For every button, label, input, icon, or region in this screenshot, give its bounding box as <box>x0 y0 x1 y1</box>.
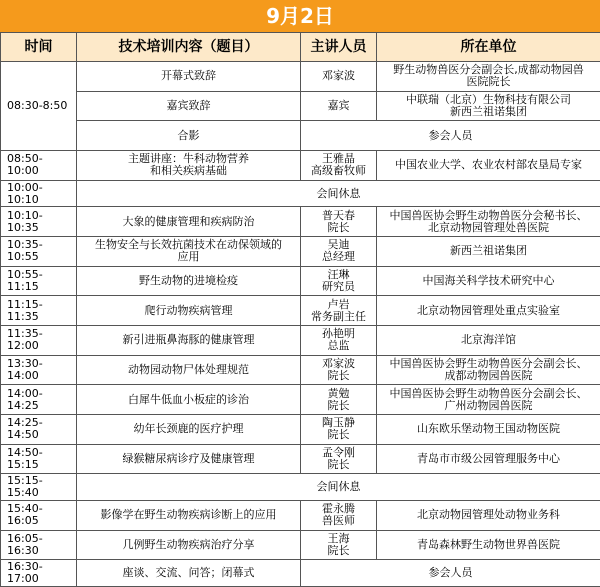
header-topic: 技术培训内容（题目） <box>77 33 301 62</box>
header-time: 时间 <box>1 33 77 62</box>
time-cell: 10:35-10:55 <box>1 236 77 266</box>
topic-cell <box>77 355 301 385</box>
speaker-cell <box>301 207 377 237</box>
unit-cell <box>377 385 600 415</box>
unit-cell <box>301 560 600 587</box>
speaker-line: 院长 <box>327 458 350 472</box>
header-unit: 所在单位 <box>377 33 600 62</box>
speaker-cell <box>301 151 377 181</box>
topic-cell <box>77 530 301 560</box>
unit-line: 医院院长 <box>466 75 511 89</box>
speaker-line: 总经理 <box>322 250 355 264</box>
table-row <box>1 180 600 207</box>
speaker-line: 普天春 <box>322 208 355 222</box>
speaker-line: 王雅晶 <box>322 152 355 166</box>
speaker-cell <box>301 530 377 560</box>
topic-cell <box>77 236 301 266</box>
unit-cell <box>377 62 600 92</box>
topic-cell <box>77 385 301 415</box>
unit-cell <box>377 266 600 296</box>
speaker-line: 黄勉 <box>327 386 350 400</box>
unit-cell <box>377 415 600 445</box>
table-row <box>1 415 600 445</box>
speaker-line: 吴迪 <box>327 238 350 252</box>
unit-line: 参会人员 <box>428 566 473 580</box>
topic-cell <box>77 266 301 296</box>
table-row <box>1 151 600 181</box>
speaker-line: 霍永腾 <box>322 502 355 516</box>
unit-line: 北京动物园管理处兽医院 <box>428 220 549 234</box>
speaker-line: 孙艳明 <box>322 327 355 341</box>
unit-cell <box>377 355 600 385</box>
time-cell: 10:55-11:15 <box>1 266 77 296</box>
topic-line: 野生动物的进境检疫 <box>139 273 238 287</box>
time-cell: 14:00-14:25 <box>1 385 77 415</box>
speaker-cell <box>301 444 377 474</box>
table-row <box>1 530 600 560</box>
unit-cell <box>377 207 600 237</box>
topic-cell <box>77 415 301 445</box>
topic-cell: 合影 <box>77 121 301 151</box>
table-row <box>1 296 600 326</box>
topic-line: 座谈、交流、问答；闭幕式 <box>122 566 255 580</box>
speaker-line: 院长 <box>327 543 350 557</box>
unit-line: 新西兰祖诺集团 <box>450 244 527 258</box>
time-cell: 10:10-10:35 <box>1 207 77 237</box>
table-row <box>1 91 600 121</box>
time-cell: 11:15-11:35 <box>1 296 77 326</box>
header-row <box>1 33 600 62</box>
topic-cell <box>77 326 301 356</box>
time-cell: 10:00-10:10 <box>1 180 77 207</box>
time-cell: 08:50-10:00 <box>1 151 77 181</box>
table-row <box>1 62 600 92</box>
topic-cell: 嘉宾致辞 <box>77 91 301 121</box>
topic-line: 主题讲座：牛科动物营养 <box>128 152 249 166</box>
unit-line: 北京海洋馆 <box>461 333 516 347</box>
unit-cell <box>377 236 600 266</box>
unit-line: 中国兽医协会野生动物兽医分会秘书长、 <box>389 208 588 222</box>
speaker-line: 院长 <box>327 369 350 383</box>
unit-line: 山东欧乐堡动物王国动物医院 <box>417 422 560 436</box>
speaker-cell <box>301 236 377 266</box>
speaker-line: 院长 <box>327 398 350 412</box>
time-cell: 08:30-8:50 <box>1 62 77 151</box>
unit-cell <box>377 530 600 560</box>
topic-line: 生物安全与长效抗菌技术在动保领域的 <box>95 238 282 252</box>
speaker-cell: 嘉宾 <box>301 91 377 121</box>
speaker-line: 孟令刚 <box>322 446 355 460</box>
unit-line: 新西兰祖诺集团 <box>450 105 527 119</box>
speaker-line: 卢岩 <box>327 297 350 311</box>
time-cell: 16:30-17:00 <box>1 560 77 587</box>
speaker-line: 院长 <box>327 220 350 234</box>
speaker-cell <box>301 355 377 385</box>
date-banner: 9月2日 <box>0 0 600 32</box>
speaker-cell <box>301 326 377 356</box>
speaker-cell <box>301 266 377 296</box>
header-speaker: 主讲人员 <box>301 33 377 62</box>
table-row <box>1 560 600 587</box>
unit-line: 北京动物园管理处重点实验室 <box>417 303 560 317</box>
speaker-cell <box>301 500 377 530</box>
topic-line: 应用 <box>177 250 200 264</box>
topic-cell <box>77 444 301 474</box>
table-row <box>1 266 600 296</box>
speaker-line: 高级畜牧师 <box>311 164 366 178</box>
unit-line: 北京动物园管理处动物业务科 <box>417 508 560 522</box>
topic-line: 动物园动物尸体处理规范 <box>128 363 249 377</box>
table-row <box>1 355 600 385</box>
unit-cell: 参会人员 <box>301 121 600 151</box>
unit-line: 成都动物园兽医院 <box>444 369 533 383</box>
topic-cell <box>77 560 301 587</box>
topic-line: 爬行动物疾病管理 <box>144 303 233 317</box>
time-cell: 16:05-16:30 <box>1 530 77 560</box>
time-cell: 15:40-16:05 <box>1 500 77 530</box>
table-row <box>1 236 600 266</box>
table-row <box>1 385 600 415</box>
speaker-cell <box>301 385 377 415</box>
unit-cell <box>377 296 600 326</box>
topic-line: 影像学在野生动物疾病诊断上的应用 <box>100 508 277 522</box>
speaker-line: 研究员 <box>322 279 355 293</box>
topic-cell <box>77 207 301 237</box>
unit-line: 中联瑞（北京）生物科技有限公司 <box>406 93 571 107</box>
unit-cell <box>377 500 600 530</box>
topic-line: 新引进瓶鼻海豚的健康管理 <box>122 333 255 347</box>
unit-cell <box>377 151 600 181</box>
unit-cell <box>377 91 600 121</box>
break-cell: 会间休息 <box>77 474 600 501</box>
unit-line: 中国海关科学技术研究中心 <box>422 273 555 287</box>
topic-line: 幼年长颈鹿的医疗护理 <box>133 422 244 436</box>
unit-line: 野生动物兽医分会副会长,成都动物园兽 <box>393 63 584 77</box>
time-cell: 11:35-12:00 <box>1 326 77 356</box>
topic-line: 几例野生动物疾病治疗分享 <box>122 537 255 551</box>
time-cell: 14:50-15:15 <box>1 444 77 474</box>
unit-line: 中国农业大学、农业农村部农垦局专家 <box>395 158 582 172</box>
speaker-line: 总监 <box>327 339 350 353</box>
schedule-table <box>0 32 600 587</box>
speaker-cell <box>301 415 377 445</box>
topic-cell: 开幕式致辞 <box>77 62 301 92</box>
table-row <box>1 500 600 530</box>
unit-line: 青岛市市级公园管理服务中心 <box>417 452 560 466</box>
topic-cell <box>77 500 301 530</box>
table-row <box>1 121 600 151</box>
speaker-line: 邓家波 <box>322 357 355 371</box>
table-row <box>1 474 600 501</box>
table-row <box>1 326 600 356</box>
speaker-line: 陶玉静 <box>322 416 355 430</box>
speaker-line: 院长 <box>327 428 350 442</box>
unit-cell <box>377 326 600 356</box>
table-row <box>1 444 600 474</box>
time-cell: 15:15-15:40 <box>1 474 77 501</box>
topic-line: 和相关疾病基础 <box>150 164 227 178</box>
break-cell: 会间休息 <box>77 180 600 207</box>
unit-line: 中国兽医协会野生动物兽医分会副会长、 <box>389 357 588 371</box>
speaker-line: 兽医师 <box>322 514 355 528</box>
topic-line: 绿猴糖尿病诊疗及健康管理 <box>122 452 255 466</box>
speaker-cell <box>301 296 377 326</box>
time-cell: 13:30-14:00 <box>1 355 77 385</box>
speaker-line: 王海 <box>327 531 350 545</box>
topic-cell <box>77 296 301 326</box>
time-cell: 14:25-14:50 <box>1 415 77 445</box>
unit-line: 中国兽医协会野生动物兽医分会副会长、 <box>389 386 588 400</box>
topic-line: 大象的健康管理和疾病防治 <box>122 214 255 228</box>
speaker-line: 汪琳 <box>327 267 350 281</box>
topic-line: 白犀牛低血小板症的诊治 <box>128 392 249 406</box>
topic-cell <box>77 151 301 181</box>
unit-cell <box>377 444 600 474</box>
unit-line: 青岛森林野生动物世界兽医院 <box>417 537 560 551</box>
unit-line: 广州动物园兽医院 <box>444 398 533 412</box>
table-row <box>1 207 600 237</box>
speaker-cell: 邓家波 <box>301 62 377 92</box>
speaker-line: 常务副主任 <box>311 309 366 323</box>
